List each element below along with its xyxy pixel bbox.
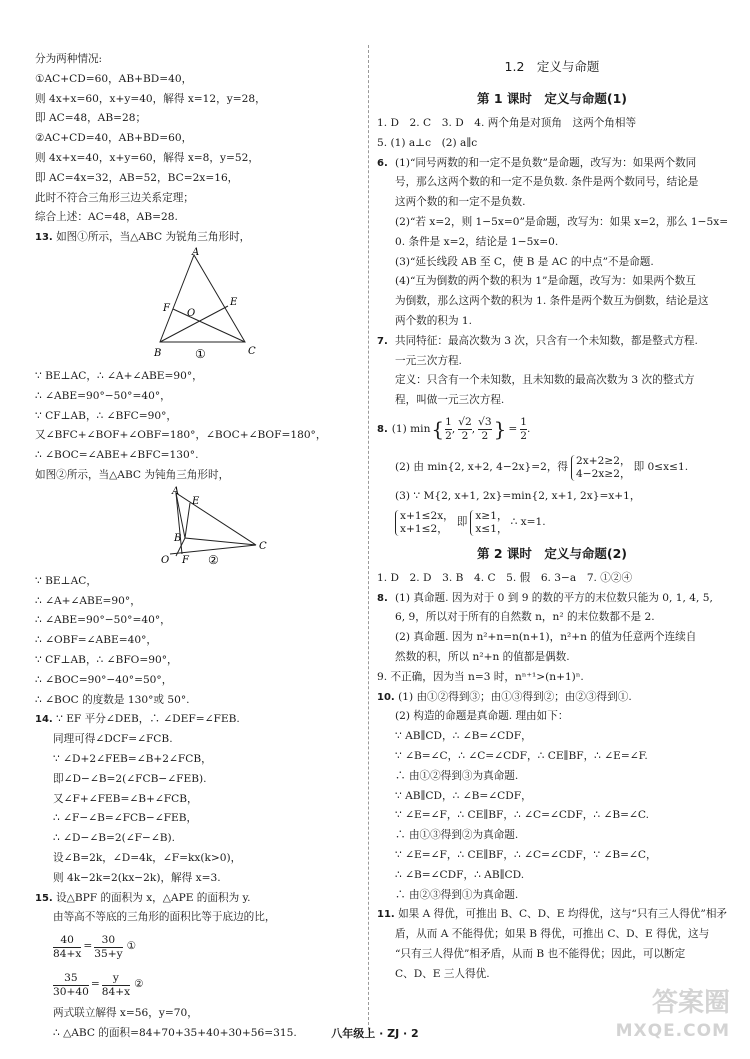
text: 即: [456, 515, 468, 528]
answer-6: [377, 154, 727, 332]
text-line: ∵ ∠E=∠F，∴ CE∥BF，∴ ∠C=∠CDF，∵ ∠B=∠C，: [395, 848, 657, 861]
answer-7: [377, 332, 727, 411]
label-o: O: [161, 554, 170, 566]
label-c: C: [259, 540, 267, 552]
watermark-url: MXQE.COM: [615, 1021, 730, 1041]
solution-acute-case: [35, 367, 365, 486]
text-line: ∵ AB∥CD，∴ ∠B=∠CDF，: [395, 730, 532, 743]
numerator: 1: [445, 416, 452, 429]
text-line: (1) 真命题. 因为对于 0 到 9 的数的平方的末位数只能为 0, 1, 4, 5,: [395, 591, 713, 604]
answer-8-part3: (3) ∵ M{2, x+1, 2x}=min{2, x+1, 2x}=x+1，: [395, 489, 641, 502]
text-line: 分为两种情况:: [35, 53, 103, 65]
text-line: ∴ 由①③得到②为真命题.: [395, 829, 519, 842]
text-line: 一元三次方程.: [395, 354, 462, 367]
text-line: ∴ ∠ABE=90°−50°=40°，: [35, 614, 171, 627]
text: (2) 由 min{2, x+2, 4−2x}=2，得: [395, 461, 569, 474]
text-line: ∵ ∠B=∠C，∴ ∠C=∠CDF，∴ CE∥BF，∴ ∠E=∠F.: [395, 749, 648, 762]
text-line: ∴ ∠BOC=90°−40°=50°，: [35, 673, 173, 686]
question-text: (1) 由①②得到③；由①③得到②；由②③得到①.: [398, 690, 632, 703]
text-line: ∴ 由①②得到③为真命题.: [395, 769, 519, 782]
denominator: 84+x: [53, 947, 82, 960]
denominator: 30+40: [53, 985, 89, 998]
watermark: [616, 989, 730, 1045]
label-f: F: [163, 302, 170, 314]
question-14: [35, 710, 365, 730]
question-number: 11.: [377, 909, 395, 921]
question-number: 15.: [35, 892, 53, 904]
text-line: 如图②所示，当△ABC 为钝角三角形时，: [35, 468, 230, 481]
text-line: “只有三人得优”相矛盾，从而 B 也不能得优；因此，可以断定: [395, 947, 686, 960]
answer-9: 9. 不正确，因为当 n=3 时，nⁿ⁺¹>(n+1)ⁿ.: [377, 670, 584, 683]
section-title: 1.2 定义与命题: [504, 59, 600, 74]
text: ∴ x=1.: [510, 515, 546, 528]
text-line: 设∠B=2k，∠D=4k，∠F=kx(k>0)，: [53, 851, 242, 864]
text-line: (1)“同号两数的和一定不是负数”是命题，改写为：如果两个数同: [395, 156, 697, 169]
text-line: 这两个数的和一定不是负数.: [395, 196, 526, 209]
answer-11: [377, 925, 727, 984]
text-line: ∵ ∠E=∠F，∴ CE∥BF，∴ ∠C=∠CDF，∴ ∠B=∠C.: [395, 809, 649, 822]
watermark-logo: 答案圈: [651, 988, 730, 1018]
text-line: 则 4x+x=40，x+y=60，解得 x=8，y=52，: [35, 151, 259, 164]
answer-8-part1: 8. (1) min { $\frac{1}{2}$ , $\frac{√2}{2}$ , $\frac{√3}{2}$ } = $\frac{1}{2}$ .: [377, 416, 531, 443]
text-line: 综合上述：AC=48，AB=28.: [35, 211, 178, 224]
label-f: F: [182, 554, 189, 566]
text-line: ∴ ∠B=∠CDF，∴ AB∥CD.: [395, 868, 525, 881]
segment-be: [185, 503, 190, 538]
equation-2: $\frac{35}{30+40}$ = $\frac{y}{84+x}$ ②: [53, 971, 144, 998]
text-line: 6, 9，所以对于所有的自然数 n，n² 的末位数都不是 2.: [395, 611, 655, 624]
text-line: ∴ ∠D−∠B=2(∠F−∠B).: [53, 832, 176, 845]
equation-tag: ②: [134, 978, 144, 991]
label-e: E: [192, 495, 200, 507]
label-b: B: [154, 347, 162, 359]
figure-2: [160, 485, 275, 568]
text-line: 则 4x+x=60，x+y=40，解得 x=12，y=28，: [35, 92, 266, 105]
numerator: 35: [64, 971, 78, 984]
question-text: 如果 A 得优，可推出 B、C、D、E 均得优，这与“只有三人得优”相矛: [398, 908, 728, 921]
text-line: 又∠F+∠FEB=∠B+∠FCB，: [53, 792, 198, 805]
text: 即 0≤x≤1.: [633, 461, 689, 474]
text-line: 定义：只含有一个未知数，且未知数的最高次数为 3 次的整式方: [395, 374, 695, 387]
text-line: 为倒数，那么这两个数的积为 1. 条件是两个数互为倒数，结论是这: [395, 295, 709, 308]
equation-1: $\frac{40}{84+x}$ = $\frac{30}{35+y}$ ①: [53, 933, 137, 960]
denominator: 2: [478, 429, 492, 443]
text-line: ∴ ∠F−∠B=∠FCB−∠FEB，: [53, 812, 198, 825]
numerator: √3: [478, 416, 492, 429]
question-number: 7.: [377, 335, 388, 347]
question-number: 10.: [377, 691, 395, 703]
question-15: [35, 889, 365, 909]
text-line: 同理可得∠DCF=∠FCB.: [53, 733, 173, 746]
text-line: ∴ ∠ABE=90°−50°=40°，: [35, 389, 171, 402]
inequality-system: x≥1， x≤1，: [470, 510, 507, 536]
denominator: 2: [445, 430, 452, 443]
solution-continuation: [35, 50, 365, 228]
text-line: 号，那么这两个数的和一定不是负数. 条件是两个数同号，结论是: [395, 176, 699, 189]
text-line: ∵ AB∥CD，∴ ∠B=∠CDF，: [395, 789, 532, 802]
answers-1-4: 1. D 2. C 3. D 4. 两个角是对顶角 这两个角相等: [377, 117, 637, 129]
answer-8-part2: [377, 449, 727, 487]
label-e: E: [230, 296, 238, 308]
label-c: C: [248, 345, 256, 357]
text-line: (2) 真命题. 因为 n²+n=n(n+1)，n²+n 的值为任意两个连续自: [395, 631, 697, 644]
answer-10: [377, 707, 727, 905]
label-a: A: [192, 246, 200, 258]
question-text: ∵ EF 平分∠DEB，∴ ∠DEF=∠FEB.: [56, 713, 240, 726]
answer-8-part3b: [377, 507, 727, 539]
denominator: 2: [458, 429, 472, 443]
text-line: ∴ ∠BOC 的度数是 130°或 50°.: [35, 693, 190, 706]
denominator: 35+y: [94, 947, 123, 960]
text-line: ∵ CF⊥AB，∴ ∠BFC=90°，: [35, 409, 178, 422]
denominator: 2: [520, 430, 528, 443]
figure-tag: ①: [195, 346, 206, 361]
segment-cf: [173, 309, 245, 342]
text-line: 共同特征：最高次数为 3 次，只含有一个未知数，都是整式方程.: [395, 334, 698, 347]
question-15-line2: 由等高不等底的三角形的面积比等于底边的比，: [53, 911, 276, 924]
question-number: 6.: [377, 157, 388, 169]
figure-1: [154, 246, 275, 363]
lesson-title-1: 第 1 课时 定义与命题(1): [476, 91, 628, 106]
text-line: ∵ BE⊥AC，: [35, 574, 97, 587]
text-line: ∴ ∠BOC=∠ABE+∠BFC=130°.: [35, 449, 199, 462]
label-b: B: [174, 532, 182, 544]
text-line: 即∠D−∠B=2(∠FCB−∠FEB).: [53, 772, 207, 785]
label-a: A: [172, 485, 180, 497]
text-line: ∴ ∠A+∠ABE=90°，: [35, 594, 141, 607]
label-o: O: [187, 307, 196, 319]
numerator: √2: [458, 416, 472, 429]
text-line: 此时不符合三角形三边关系定理；: [35, 191, 194, 204]
segment-af: [176, 493, 182, 554]
numerator: 30: [101, 933, 116, 946]
triangle-figure-1: [154, 246, 275, 363]
denominator: 84+x: [101, 985, 131, 998]
solution-14: [35, 730, 365, 888]
text-line: ∵ BE⊥AC，∴ ∠A+∠ABE=90°，: [35, 369, 203, 382]
numerator: 1: [520, 416, 528, 429]
solution-obtuse-case: [35, 572, 365, 711]
column-divider: [368, 45, 369, 1030]
text-line: ∵ ∠D+2∠FEB=∠B+2∠FCB，: [53, 752, 212, 765]
text-line: 则 4k−2k=2(kx−2k)，解得 x=3.: [53, 871, 221, 884]
answers-1-7: 1. D 2. D 3. B 4. C 5. 假 6. 3−a 7. ①②④: [377, 571, 633, 584]
inequality-system: x+1≤2x， x+1≤2，: [395, 510, 454, 536]
text-line: 即 AC=4x=32，AB=52，BC=2x=16，: [35, 171, 239, 184]
question-11: [377, 905, 727, 925]
question-number: 8.: [377, 424, 388, 436]
equation-tag: ①: [126, 940, 137, 953]
question-text: 如图①所示，当△ABC 为锐角三角形时，: [56, 231, 251, 244]
text-line: 两式联立解得 x=56，y=70，: [53, 1007, 198, 1020]
question-text: 设△BPF 的面积为 x，△APE 的面积为 y.: [56, 891, 251, 904]
numerator: y: [112, 971, 119, 984]
question-10: [377, 688, 727, 708]
answer-8b: [377, 589, 727, 668]
text-line: (2)“若 x=2，则 1−5x=0”是命题，改写为：如果 x=2，那么 1−5x=: [395, 215, 729, 228]
text-line: (2) 构造的命题是真命题. 理由如下：: [395, 710, 569, 723]
right-column: [377, 50, 727, 984]
lesson-title-2: 第 2 课时 定义与命题(2): [476, 545, 628, 561]
left-column: [35, 50, 365, 1044]
question-number: 13.: [35, 232, 53, 244]
text-line: ∴ 由②③得到①为真命题.: [395, 888, 519, 901]
text-line: ∴ ∠OBF=∠ABE=40°，: [35, 634, 157, 647]
text-line: 又∠BFC+∠BOF+∠OBF=180°，∠BOC+∠BOF=180°，: [35, 429, 327, 442]
min-label: (1) min: [391, 423, 431, 436]
numerator: 40: [60, 933, 74, 946]
text-line: 0. 条件是 x=2，结论是 1−5x=0.: [395, 235, 559, 248]
answer-5: 5. (1) a⊥c (2) a∥c: [377, 136, 478, 149]
question-number: 14.: [35, 714, 53, 726]
text-line: 即 AC=48，AB=28；: [35, 112, 147, 125]
figure-tag: ②: [208, 552, 219, 567]
text-line: (4)“互为倒数的两个数的积为 1”是命题，改写为：如果两个数互: [395, 275, 696, 288]
question-13: [35, 228, 365, 248]
text-line: (3)“延长线段 AB 至 C，使 B 是 AC 的中点”不是命题.: [395, 255, 654, 268]
text-line: ∴ △ABC 的面积=84+70+35+40+30+56=315.: [53, 1026, 297, 1039]
question-number: 8.: [377, 592, 388, 604]
page-footer: 八年级上 · ZJ · 2: [331, 1027, 419, 1040]
triangle-figure-2: [160, 485, 275, 568]
text-line: 盾，从而 A 不能得优；如果 B 得优，可推出 C、D、E 得优，这与: [395, 928, 710, 941]
text-line: ②AC+CD=40，AB+BD=60，: [35, 132, 193, 145]
inequality-system: 2x+2≥2， 4−2x≥2，: [571, 455, 631, 481]
text-line: C、D、E 三人得优.: [395, 967, 490, 980]
text-line: 两个数的积为 1.: [395, 314, 473, 327]
text-line: 程，叫做一元三次方程.: [395, 394, 505, 407]
text-line: 然数的积，所以 n²+n 的值都是偶数.: [395, 650, 570, 663]
text-line: ①AC+CD=60，AB+BD=40，: [35, 72, 193, 85]
text-line: ∵ CF⊥AB，∴ ∠BFO=90°，: [35, 653, 178, 666]
